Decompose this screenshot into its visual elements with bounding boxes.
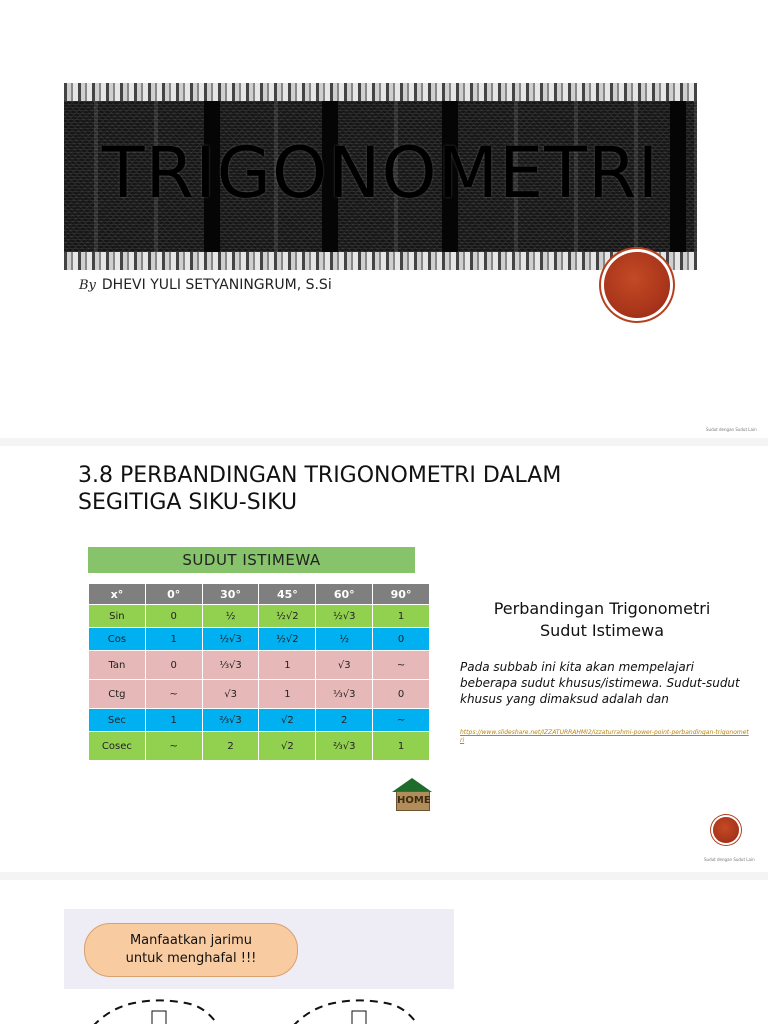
slide-footnote: Sudut dengan Sudut Lain [704, 857, 755, 862]
callout-bubble [84, 923, 298, 977]
table-cell: 1 [145, 709, 202, 732]
table-cell: √2 [259, 709, 316, 732]
source-link[interactable]: https://www.slideshare.net/IZZATURRAHMI2/izzaturrahmi-power-point-perbandingan-trigonometri [460, 729, 749, 744]
author-name: DHEVI YULI SETYANINGRUM, S.Si [101, 277, 332, 293]
trig-table [88, 583, 430, 761]
table-row [89, 709, 430, 732]
table-row [89, 732, 430, 761]
decorative-circle [604, 252, 670, 318]
table-cell: ½√2 [259, 628, 316, 651]
table-cell: ⅓√3 [202, 651, 259, 680]
slide-title-line: SEGITIGA SIKU-SIKU [78, 490, 298, 515]
column-header: 45° [259, 584, 316, 605]
special-angles-table [88, 547, 430, 761]
table-cell: ½√2 [259, 605, 316, 628]
home-icon [392, 778, 432, 792]
slide-title [78, 462, 698, 516]
table-row [89, 651, 430, 680]
presentation-title: TRIGONOMETRI [101, 132, 660, 214]
table-cell: 0 [373, 628, 430, 651]
banner-top-strip [64, 83, 697, 101]
table-cell: ½ [202, 605, 259, 628]
home-label: HOME [396, 791, 430, 811]
table-cell: 2 [202, 732, 259, 761]
by-label: By [79, 278, 96, 293]
hand-diagram-area [64, 989, 454, 1024]
callout-line: untuk menghafal !!! [125, 951, 257, 966]
finger-trick-slide [0, 880, 768, 1024]
table-cell: ⅔√3 [316, 732, 373, 761]
table-heading: SUDUT ISTIMEWA [88, 547, 415, 573]
table-cell: 0 [373, 680, 430, 709]
table-cell: √2 [259, 732, 316, 761]
table-cell: ~ [145, 732, 202, 761]
column-header: 0° [145, 584, 202, 605]
section-description: Pada subbab ini kita akan mempelajari beberapa sudut khusus/istimewa. Sudut-sudut khusus yang dimaksud adalah dan [460, 660, 740, 706]
table-cell: ½ [316, 628, 373, 651]
table-cell: ~ [373, 651, 430, 680]
banner-bottom-strip [64, 252, 697, 270]
home-button[interactable] [392, 778, 432, 810]
section-heading-line: Sudut Istimewa [539, 621, 665, 640]
row-label: Ctg [89, 680, 146, 709]
table-cell: 2 [316, 709, 373, 732]
table-cell: ½√3 [316, 605, 373, 628]
table-cell: ~ [373, 709, 430, 732]
table-header-row [89, 584, 430, 605]
slide-footnote: Sudut dengan Sudut Lain [706, 427, 757, 432]
row-label: Tan [89, 651, 146, 680]
column-header: 60° [316, 584, 373, 605]
table-cell: 1 [259, 680, 316, 709]
row-label: Cos [89, 628, 146, 651]
table-cell: ⅓√3 [316, 680, 373, 709]
callout-line: Manfaatkan jarimu [129, 933, 253, 948]
title-slide [0, 0, 768, 438]
table-cell: √3 [202, 680, 259, 709]
table-cell: √3 [316, 651, 373, 680]
table-cell: 1 [373, 605, 430, 628]
image-panel [64, 909, 454, 1024]
table-cell: 0 [145, 605, 202, 628]
column-header: 90° [373, 584, 430, 605]
table-row [89, 605, 430, 628]
row-label: Cosec [89, 732, 146, 761]
content-slide [0, 446, 768, 872]
table-cell: ½√3 [202, 628, 259, 651]
table-cell: ⅔√3 [202, 709, 259, 732]
table-row [89, 680, 430, 709]
table-cell: 1 [145, 628, 202, 651]
section-heading-line: Perbandingan Trigonometri [493, 599, 711, 618]
table-cell: ~ [145, 680, 202, 709]
author-line [79, 277, 332, 293]
decorative-circle [713, 817, 739, 843]
section-heading [452, 598, 752, 642]
row-label: Sec [89, 709, 146, 732]
slide-title-line: 3.8 PERBANDINGAN TRIGONOMETRI DALAM [78, 463, 562, 488]
table-row [89, 628, 430, 651]
column-header: x° [89, 584, 146, 605]
table-cell: 1 [259, 651, 316, 680]
table-cell: 0 [145, 651, 202, 680]
table-cell: 1 [373, 732, 430, 761]
hand-outline-icon [64, 989, 454, 1024]
row-label: Sin [89, 605, 146, 628]
column-header: 30° [202, 584, 259, 605]
